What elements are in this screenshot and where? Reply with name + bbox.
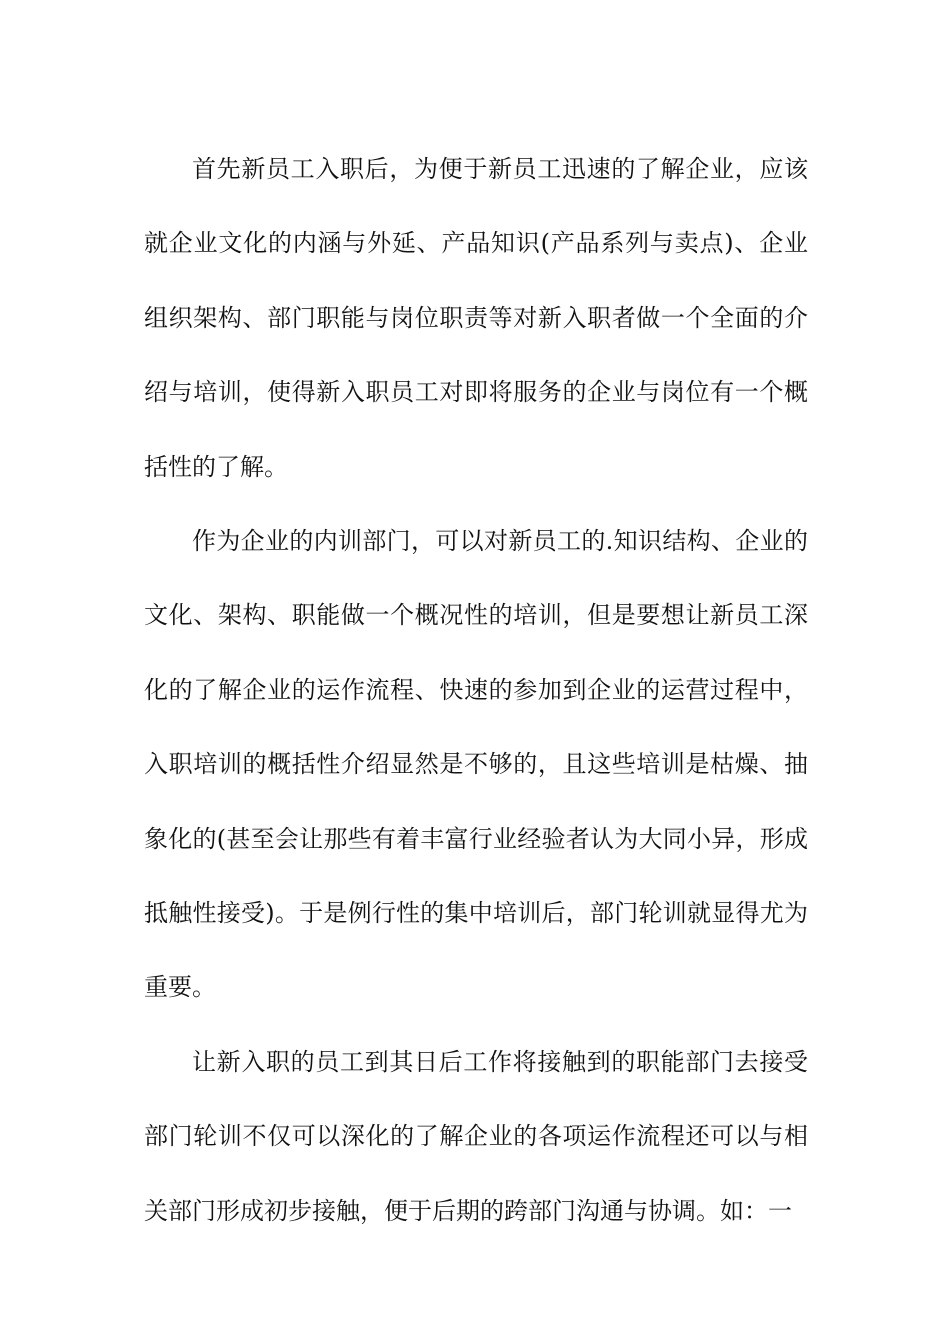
paragraph-3: 让新入职的员工到其日后工作将接触到的职能部门去接受部门轮训不仅可以深化的了解企业的各项运作流程还可以与相关部门形成初步接触，便于后期的跨部门沟通与协调。如：一 [144,1047,808,1225]
paragraph-2: 作为企业的内训部门，可以对新员工的.知识结构、企业的文化、架构、职能做一个概况性的培训，但是要想让新员工深化的了解企业的运作流程、快速的参加到企业的运营过程中，入职培训的概括性介绍显然是不够的，且这些培训是枯燥、抽象化的(甚至会让那些有着丰富行业经验者认为大同小异，形成抵触性接受)。于是例行性的集中培训后，部门轮训就显得尤为重要。 [144,527,808,1002]
document-body [144,132,808,1248]
paragraph-1: 首先新员工入职后，为便于新员工迅速的了解企业，应该就企业文化的内涵与外延、产品知识(产品系列与卖点)、企业组织架构、部门职能与岗位职责等对新入职者做一个全面的介绍与培训，使得新入职员工对即将服务的企业与岗位有一个概括性的了解。 [144,155,808,481]
